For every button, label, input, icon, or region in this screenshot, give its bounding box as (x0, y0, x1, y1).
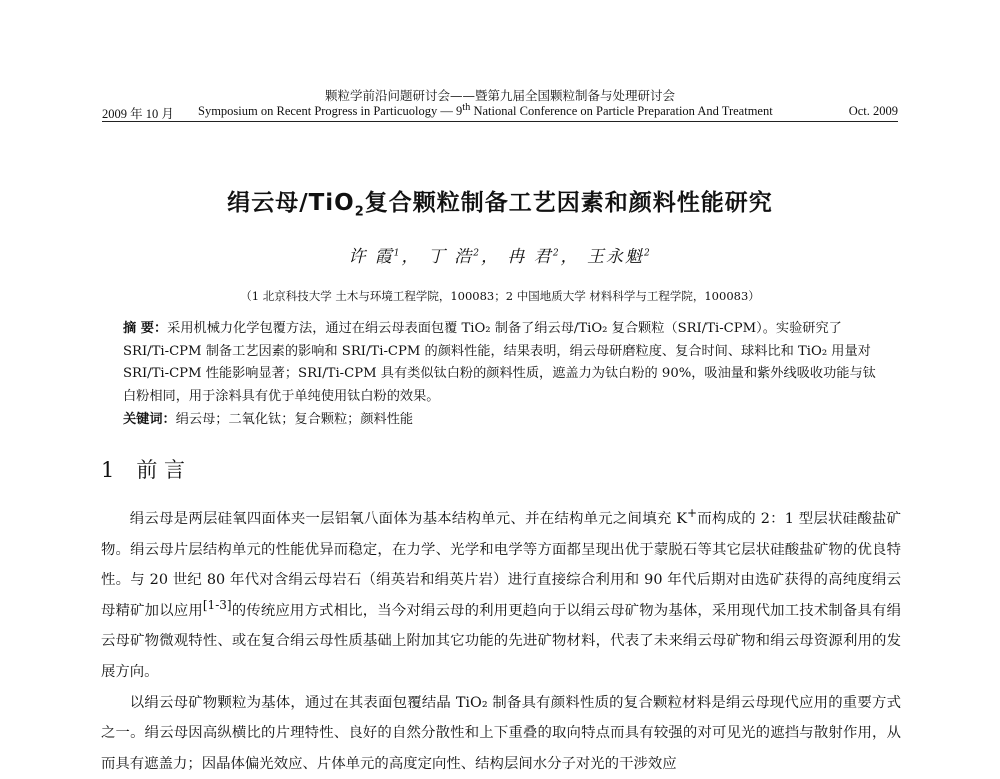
paragraph: 绢云母是两层硅氧四面体夹一层铝氧八面体为基本结构单元、并在结构单元之间填充 K+而构成的 2：1 型层状硅酸盐矿物。绢云母片层结构单元的性能优异而稳定，在力学、光学和电学等方面都呈现出优于蒙脱石等其它层状硅酸盐矿物的优良特性。与 20 世纪 80 年代对含绢云母岩石（绢英岩和绢英片岩）进行直接综合利用和 90 年代后期对由选矿获得的高纯度绢云母精矿加以应用[1-3]的传统应用方式相比，当今对绢云母的利用更趋向于以绢云母矿物为基体，采用现代加工技术制备具有绢云母矿物微观特性、或在复合绢云母性质基础上附加其它功能的先进矿物材料，代表了未来绢云母矿物和绢云母资源利用的发展方向。 (101, 506, 901, 680)
author: 冉 君$^2$ (507, 247, 561, 267)
paper-title: 绢云母/TiO$_2$复合颗粒制备工艺因素和颜料性能研究 (227, 190, 773, 220)
keywords-text: 绢云母；二氧化钛；复合颗粒；颜料性能 (175, 412, 414, 427)
section-number: 1 (101, 458, 115, 482)
keywords (123, 409, 883, 431)
abstract-label: 摘 要： (123, 321, 168, 336)
header-symposium: Symposium on Recent Progress in Particuology — 9th National Conference on Particle Preparation And Treatment (198, 101, 773, 118)
header-rule (102, 121, 898, 122)
abstract-text: 采用机械力化学包覆方法，通过在绢云母表面包覆 TiO₂ 制备了绢云母/TiO₂ 复合颗粒（SRI/Ti-CPM）。实验研究了 SRI/Ti-CPM 制备工艺因素的影响和 SRI/Ti-CPM 的颜料性能，结果表明，绢云母研磨粒度、复合时间、球料比和 TiO₂ 用量对 SRI/Ti-CPM 性能影响显著；SRI/Ti-CPM 具有类似钛白粉的颜料性质，遮盖力为钛白粉的 90%，吸油量和紫外线吸收功能与钛白粉相同，用于涂料具有优于单纯使用钛白粉的效果。 (123, 321, 876, 404)
running-header-en (102, 101, 898, 122)
running-header-cn: 颗粒学前沿问题研讨会——暨第九届全国颗粒制备与处理研讨会 (324, 88, 675, 103)
section-heading (101, 454, 185, 484)
abstract (123, 318, 883, 408)
section-title: 前 言 (136, 458, 186, 482)
affiliation: （1 北京科技大学 土木与环境工程学院，100083；2 中国地质大学 材料科学与工程学院，100083） (240, 289, 760, 303)
author: 许 霞$^1$ (348, 247, 402, 267)
body-text (101, 504, 901, 779)
author: 丁 浩$^2$ (427, 247, 481, 267)
paragraph: 以绢云母矿物颗粒为基体，通过在其表面包覆结晶 TiO₂ 制备具有颜料性质的复合颗粒材料是绢云母现代应用的重要方式之一。绢云母因高纵横比的片理特性、良好的自然分散性和上下重叠的取向特点而具有较强的对可见光的遮挡与散射作用，从而具有遮盖力；因晶体偏光效应、片体单元的高度定向性、结构层间水分子对光的干涉效应 (101, 694, 901, 772)
keywords-label: 关键词： (123, 412, 176, 427)
author: 王永魁$^2$ (586, 247, 652, 267)
header-date-cn: 2009 年 10 月 (102, 107, 174, 121)
header-date-en: Oct. 2009 (848, 104, 898, 118)
author-list: 许 霞$^1$， 丁 浩$^2$， 冉 君$^2$， 王永魁$^2$ (348, 247, 652, 267)
